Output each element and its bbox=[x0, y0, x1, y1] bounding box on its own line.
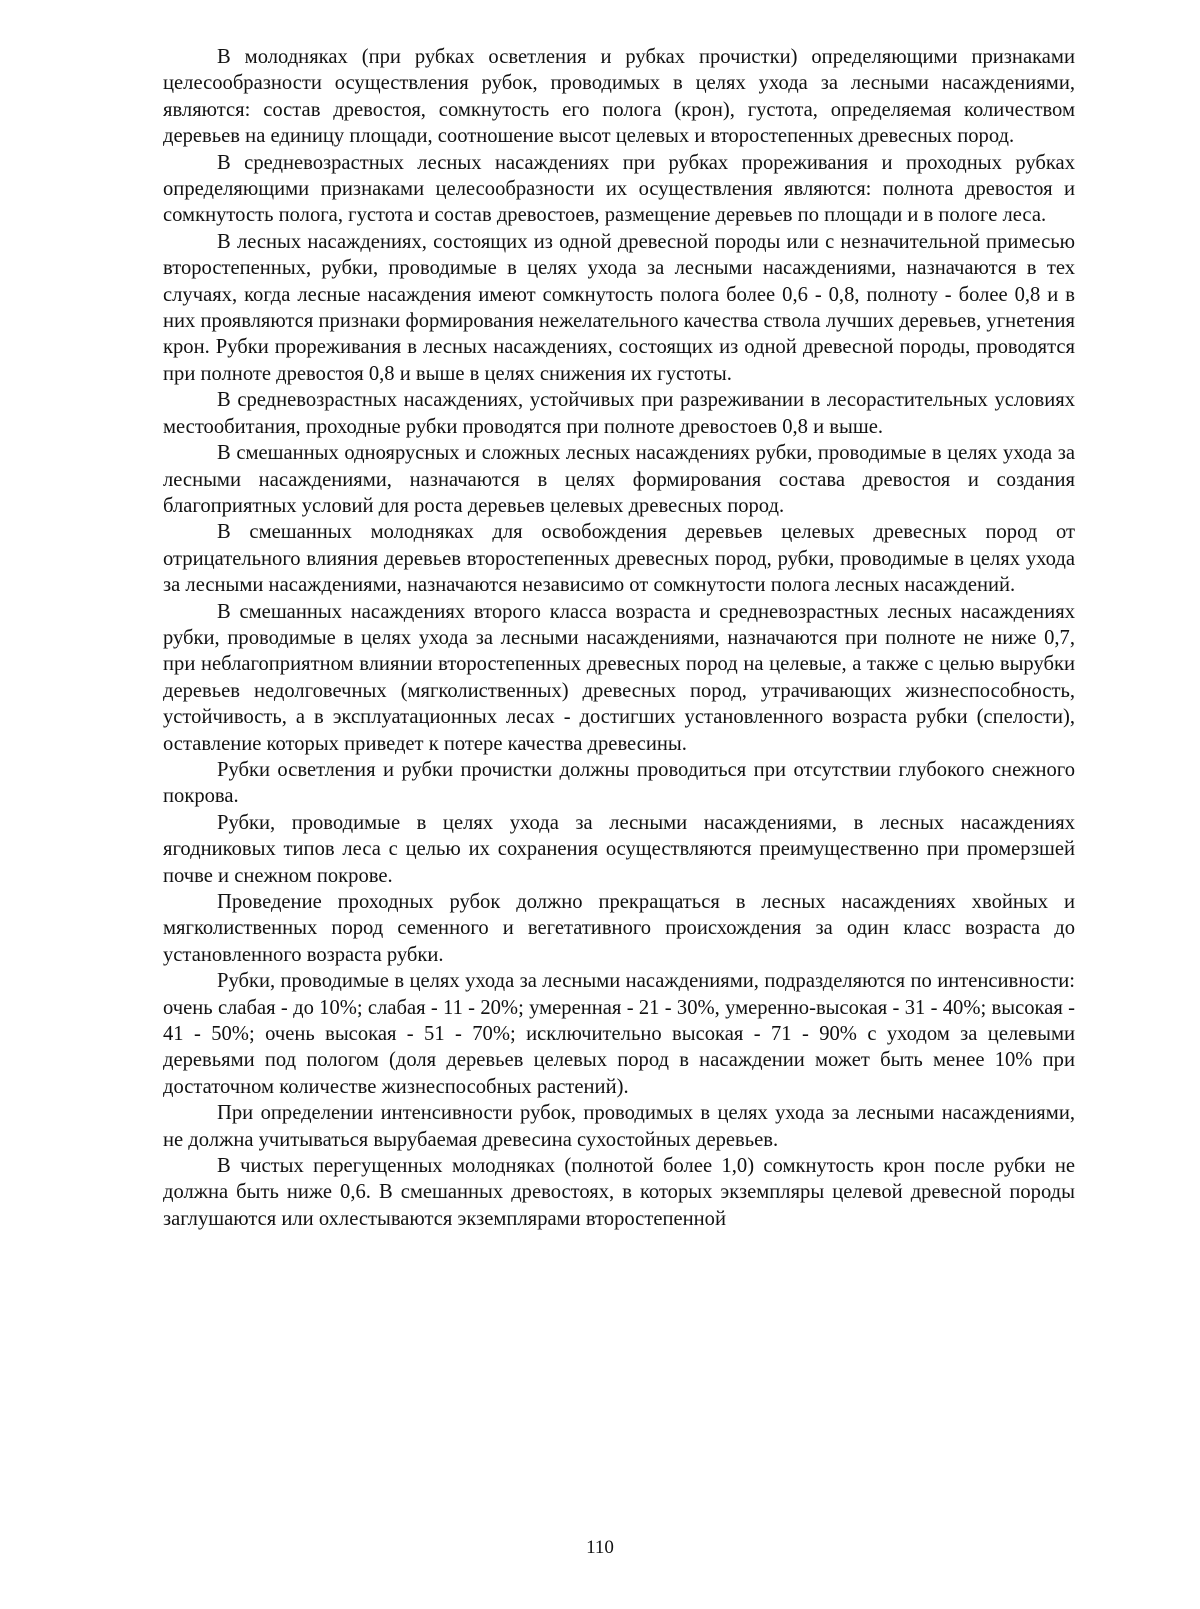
paragraph-passage-cuttings: Проведение проходных рубок должно прекращаться в лесных насаждениях хвойных и мягколиственных пород семенного и вегетативного происхождения за один класс возраста до установленного возраста рубки. bbox=[163, 891, 1075, 966]
page-number: 110 bbox=[586, 1537, 614, 1558]
document-page bbox=[163, 44, 1075, 1232]
paragraph-snow-cover: Рубки осветления и рубки прочистки должны проводиться при отсутствии глубокого снежного покрова. bbox=[163, 758, 1075, 808]
paragraph-berry-forest-types: Рубки, проводимые в целях ухода за лесными насаждениями, в лесных насаждениях ягодниковых типов леса с целью их сохранения осуществляются преимущественно при промерзшей почве и снежном покрове. bbox=[163, 811, 1075, 887]
paragraph-stable-stands: В средневозрастных насаждениях, устойчивых при разреживании в лесорастительных условиях местообитания, проходные рубки проводятся при полноте древостоев 0,8 и выше. bbox=[163, 389, 1075, 438]
paragraph-intensity-classes: Рубки, проводимые в целях ухода за лесными насаждениями, подразделяются по интенсивности: очень слабая - до 10%; слабая - 11 - 20%; умеренная - 21 - 30%, умеренно-высокая - 31 - 40%; высокая - 41 - 50%; очень высокая - 51 - 70%; исключительно высокая - 71 - 90% с уходом за целевыми деревьями под пологом (доля деревьев целевых пород в насаждении может быть менее 10% при достаточном количестве жизнеспособных растений). bbox=[163, 970, 1075, 1098]
paragraph-overstocked-young-stands: В чистых перегущенных молодняках (полнотой более 1,0) сомкнутость крон после рубки не должна быть ниже 0,6. В смешанных древостоях, в которых экземпляры целевой древесной породы заглушаются или охлестываются экземплярами второстепенной bbox=[163, 1155, 1075, 1230]
paragraph-middle-aged-stands: В средневозрастных лесных насаждениях при рубках прореживания и проходных рубках определяющими признаками целесообразности их осуществления являются: полнота древостоя и сомкнутость полога, густота и состав древостоев, размещение деревьев по площади и в пологе леса. bbox=[163, 151, 1075, 227]
paragraph-second-age-class: В смешанных насаждениях второго класса возраста и средневозрастных лесных насаждениях рубки, проводимые в целях ухода за лесными насаждениями, назначаются при полноте не ниже 0,7, при неблагоприятном влиянии второстепенных древесных пород на целевые, а также с целью вырубки деревьев недолговечных (мягколиственных) древесных пород, утрачивающих жизнеспособность, устойчивость, а в эксплуатационных лесах - достигших установленного возраста рубки (спелости), оставление которых приведет к потере качества древесины. bbox=[163, 600, 1075, 755]
paragraph-mixed-young-stands: В смешанных молодняках для освобождения деревьев целевых древесных пород от отрицательного влияния деревьев второстепенных древесных пород, рубки, проводимые в целях ухода за лесными насаждениями, назначаются независимо от сомкнутости полога лесных насаждений. bbox=[163, 521, 1075, 597]
paragraph-young-stands: В молодняках (при рубках осветления и рубках прочистки) определяющими признаками целесообразности осуществления рубок, проводимых в целях ухода за лесными насаждениями, являются: состав древостоя, сомкнутость его полога (крон), густота, определяемая количеством деревьев на единицу площади, соотношение высот целевых и второстепенных древесных пород. bbox=[163, 46, 1075, 148]
paragraph-intensity-determination: При определении интенсивности рубок, проводимых в целях ухода за лесными насаждениями, не должна учитываться вырубаемая древесина сухостойных деревьев. bbox=[163, 1102, 1075, 1151]
paragraph-mixed-complex-stands: В смешанных одноярусных и сложных лесных насаждениях рубки, проводимые в целях ухода за лесными насаждениями, назначаются в целях формирования состава древостоя и создания благоприятных условий для роста деревьев целевых древесных пород. bbox=[163, 442, 1075, 517]
paragraph-single-species-stands: В лесных насаждениях, состоящих из одной древесной породы или с незначительной примесью второстепенных, рубки, проводимые в целях ухода за лесными насаждениями, назначаются в тех случаях, когда лесные насаждения имеют сомкнутость полога более 0,6 - 0,8, полноту - более 0,8 и в них проявляются признаки формирования нежелательного качества ствола лучших деревьев, угнетения крон. Рубки прореживания в лесных насаждениях, состоящих из одной древесной породы, проводятся при полноте древостоя 0,8 и выше в целях снижения их густоты. bbox=[163, 230, 1075, 385]
